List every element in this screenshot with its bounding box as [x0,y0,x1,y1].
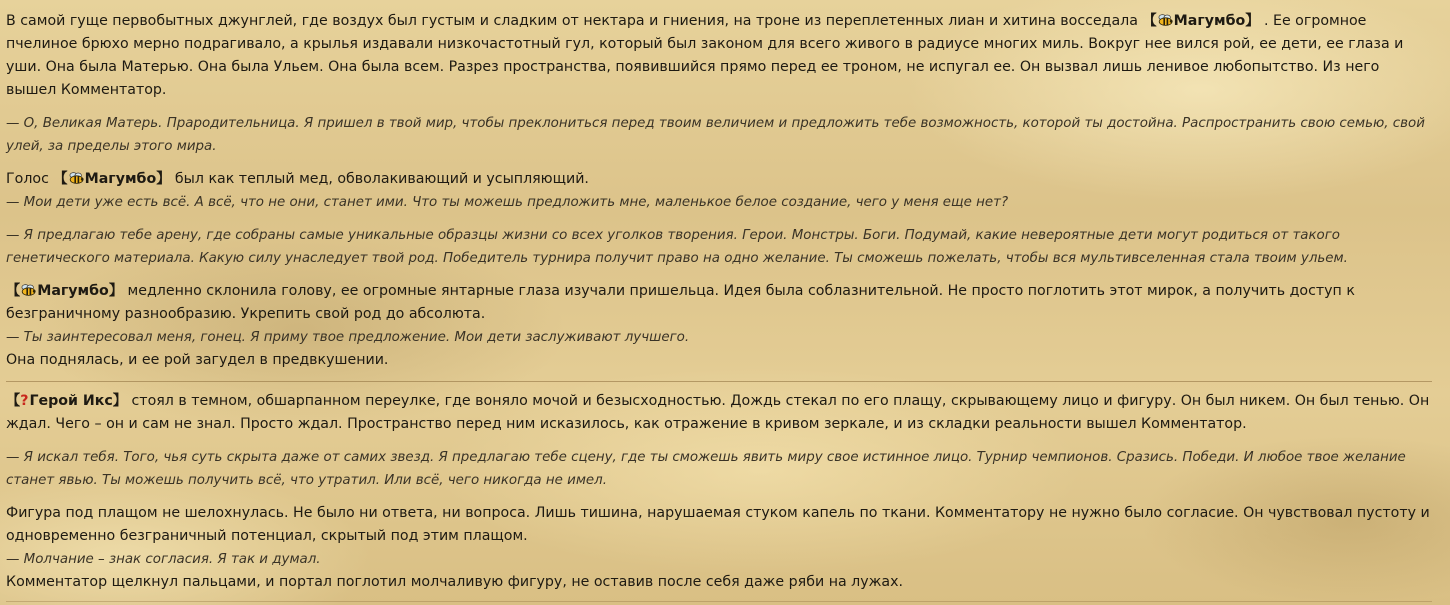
character-name: Магумбо [37,283,109,299]
narration-text: был как теплый мед, обволакивающий и усыпляющий. [170,171,589,187]
narration-text: В самой гуще первобытных джунглей, где воздух был густым и сладким от нектара и гниения, на троне из переплетенных лиан и хитина восседала [6,13,1143,29]
bee-icon [69,172,84,184]
narration-paragraph: Фигура под плащом не шелохнулась. Не было ни ответа, ни вопроса. Лишь тишина, нарушаемая стуком капель по ткани. Комментатору не нужно было согласие. Он чувствовал пустоту и одновременно безграничный потенциал, скрытый под этим плащом. [6,505,1430,544]
dialogue-line: — Мои дети уже есть всё. А всё, что не они, станет ими. Что ты можешь предложить мне, маленькое белое создание, чего у меня еще нет? [6,195,1009,210]
narration-paragraph [6,280,1432,326]
character-name: Герой Икс [29,393,113,409]
character-tag-magumbo: 【 Магумбо】 [1142,13,1260,29]
section-divider [6,381,1432,382]
narration-line: Она поднялась, и ее рой загудел в предвкушении. [6,352,389,368]
narration-paragraph [6,10,1432,102]
dialogue-line: — Ты заинтересовал меня, гонец. Я приму твое предложение. Мои дети заслуживают лучшего. [6,330,690,345]
character-tag-magumbo: 【 Магумбо】 [6,283,124,299]
narration-text: стоял в темном, обшарпанном переулке, где воняло мочой и безысходностью. Дождь стекал по его плащу, скрывающему лицо и фигуру. Он был никем. Он был тенью. Он ждал. Чего – он и сам не знал. Просто ждал. Пространство перед ним исказилось, как отражение в кривом зеркале, и из складки реальности вышел Комментатор. [6,393,1430,432]
narration-line: Комментатор щелкнул пальцами, и портал поглотил молчаливую фигуру, не оставив после себя даже ряби на лужах. [6,574,904,590]
dialogue-line: — О, Великая Матерь. Прародительница. Я пришел в твой мир, чтобы преклониться перед твоим величием и предложить тебе возможность, которой ты достойна. Распространить свою семью, свой улей, за пределы этого мира. [6,116,1425,154]
narration-paragraph [6,168,1432,191]
narration-text: Голос [6,171,54,187]
narration-text: . Ее огромное пчелиное брюхо мерно подрагивало, а крылья издавали низкочастотный гул, который был законом для всего живого в радиусе многих миль. Вокруг нее вился рой, ее дети, ее глаза и уши. Она была Матерью. Она была Ульем. Она была всем. Разрез пространства, появившийся прямо перед ее троном, не испугал ее. Он вызвал лишь ленивое любопытство. Из него вышел Комментатор. [6,13,1404,98]
bee-icon [1158,14,1173,26]
character-tag-hero: 【?Герой Икс】 [6,393,127,409]
bee-icon [21,284,36,296]
narration-text: медленно склонила голову, ее огромные янтарные глаза изучали пришельца. Идея была соблазнительной. Не просто поглотить этот мирок, а получить доступ к безграничному разнообразию. Укрепить свой род до абсолюта. [6,283,1355,322]
question-mark-icon: ? [20,393,29,409]
character-name: Магумбо [84,171,157,187]
character-tag-magumbo: 【 Магумбо】 [53,171,171,187]
dialogue-line: — Молчание – знак согласия. Я так и думал. [6,552,321,567]
dialogue-line: — Я предлагаю тебе арену, где собраны самые уникальные образцы жизни со всех уголков творения. Герои. Монстры. Боги. Подумай, какие невероятные дети могут родиться от такого генетического материала. Какую силу унаследует твой род. Победитель турнира получит право на одно желание. Ты сможешь пожелать, чтобы вся мультивселенная стала твоим ульем. [6,228,1348,266]
narration-paragraph [6,390,1432,436]
dialogue-line: — Я искал тебя. Того, чья суть скрыта даже от самих звезд. Я предлагаю тебе сцену, где ты сможешь явить миру свое истинное лицо. Турнир чемпионов. Сразись. Победи. И любое твое желание станет явью. Ты можешь получить всё, что утратил. Или всё, чего никогда не имел. [6,450,1406,488]
bottom-divider [6,601,1432,602]
character-name: Магумбо [1173,13,1246,29]
